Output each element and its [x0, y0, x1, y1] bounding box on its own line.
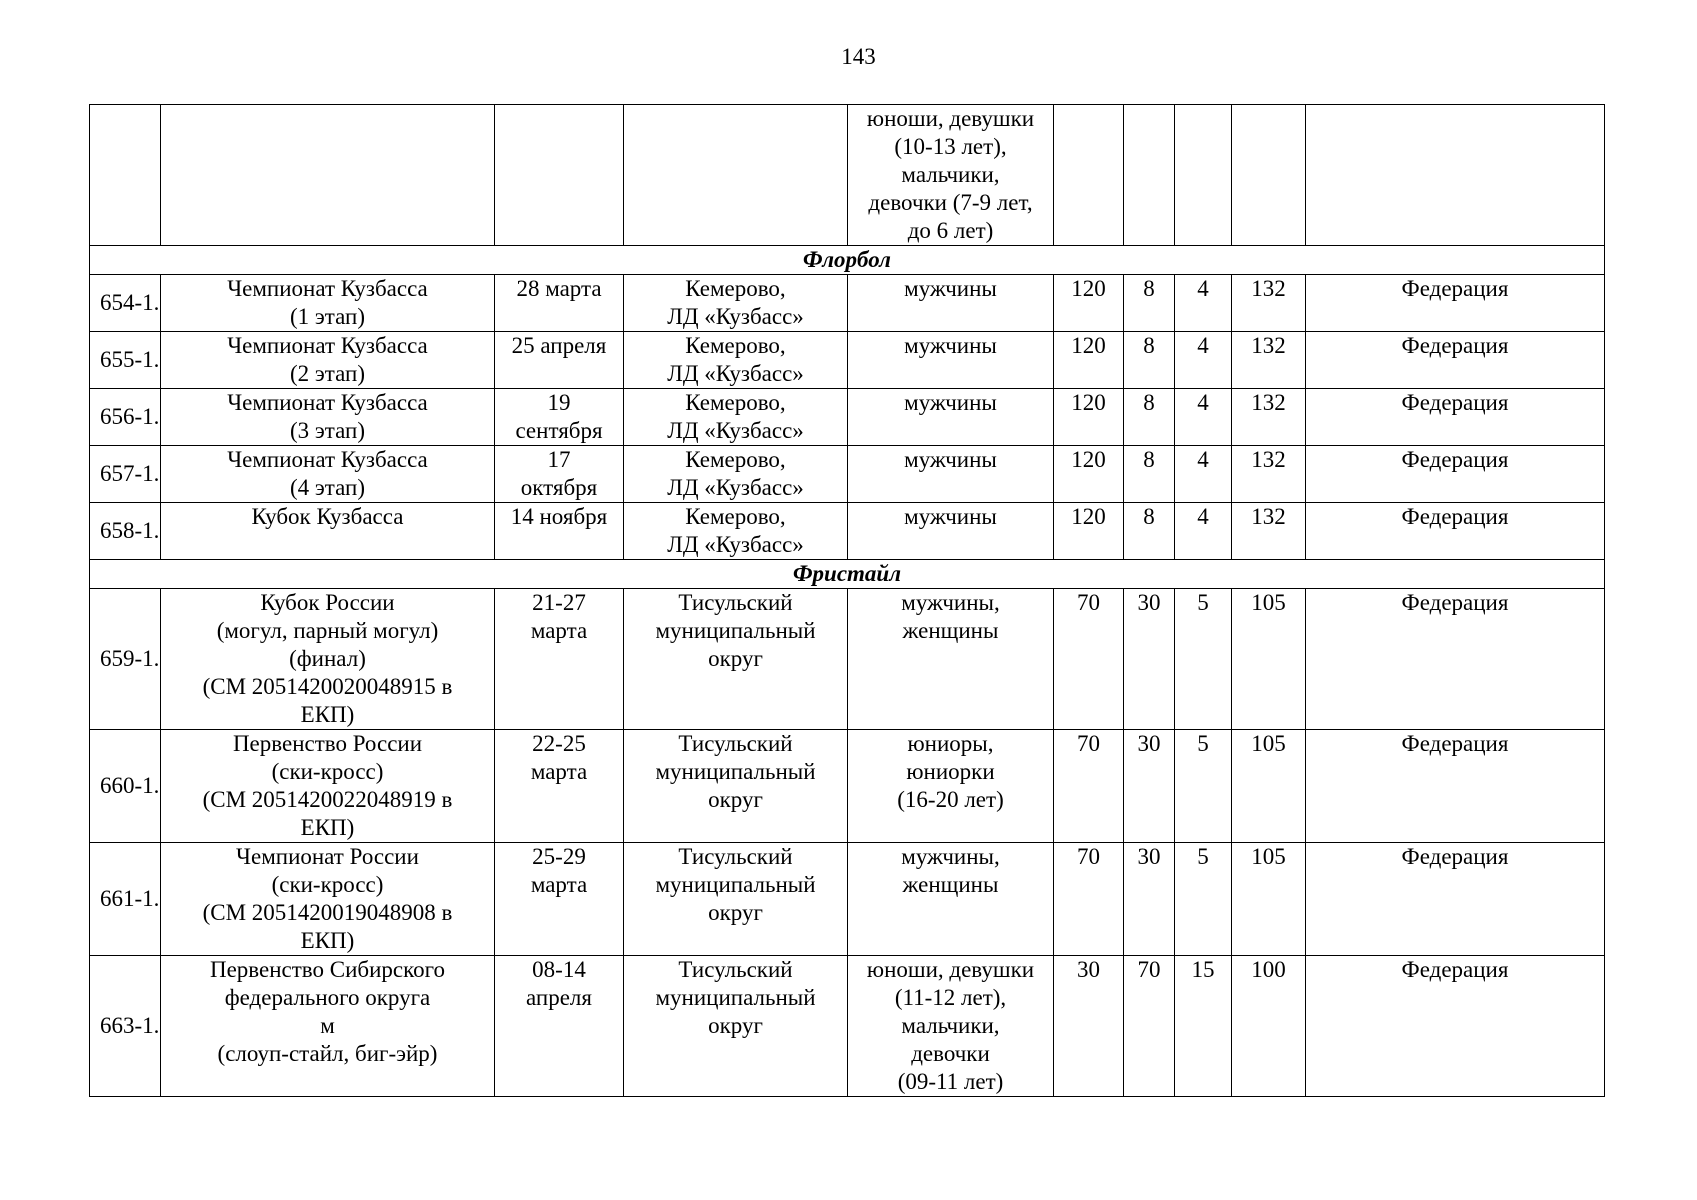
- cell-line: муниципальный: [655, 872, 816, 897]
- event-place-cell: [624, 332, 848, 389]
- cell-line: сентября: [515, 418, 603, 443]
- cell-line: Тисульский: [678, 844, 793, 869]
- event-date-cell: [495, 275, 624, 332]
- cell-line: ЛД «Кузбасс»: [667, 304, 804, 329]
- cell-line: Кемерово,: [685, 504, 786, 529]
- event-date-cell: [495, 446, 624, 503]
- cell-line: (16-20 лет): [897, 787, 1004, 812]
- table-row: [90, 105, 1605, 246]
- event-name-cell: [161, 446, 495, 503]
- table-row: [90, 956, 1605, 1097]
- cell-line: мужчины: [904, 447, 997, 472]
- cell-line: октября: [520, 475, 598, 500]
- cell-line: Чемпионат Кузбасса: [227, 333, 428, 358]
- row-number-cell: [90, 105, 161, 246]
- event-place-cell: [624, 730, 848, 843]
- participants-cell: [848, 389, 1054, 446]
- row-number-cell: 661-1.: [90, 843, 161, 956]
- cell-line: округ: [708, 900, 763, 925]
- count-3-cell: 5: [1175, 843, 1232, 956]
- cell-line: юниоры,: [907, 731, 994, 756]
- cell-line: муниципальный: [655, 618, 816, 643]
- table-row: [90, 730, 1605, 843]
- cell-line: Кемерово,: [685, 390, 786, 415]
- section-header-row: [90, 246, 1605, 275]
- cell-line: ЕКП): [300, 928, 355, 953]
- count-1-cell: [1054, 105, 1124, 246]
- event-date-cell: [495, 589, 624, 730]
- cell-line: женщины: [902, 618, 999, 643]
- count-3-cell: 4: [1175, 389, 1232, 446]
- cell-line: Кубок Кузбасса: [251, 504, 404, 529]
- cell-line: женщины: [902, 872, 999, 897]
- count-1-cell: 120: [1054, 332, 1124, 389]
- cell-line: (11-12 лет),: [894, 985, 1007, 1010]
- event-date-cell: [495, 389, 624, 446]
- participants-cell: [848, 503, 1054, 560]
- count-1-cell: 120: [1054, 446, 1124, 503]
- total-cell: 100: [1232, 956, 1306, 1097]
- organizer-cell: Федерация: [1306, 956, 1605, 1097]
- page-number: 143: [841, 44, 876, 69]
- row-number-cell: 657-1.: [90, 446, 161, 503]
- participants-cell: [848, 589, 1054, 730]
- cell-line: (финал): [289, 646, 366, 671]
- cell-line: (10-13 лет),: [894, 134, 1007, 159]
- cell-line: 25-29: [532, 844, 586, 869]
- row-number-cell: 658-1.: [90, 503, 161, 560]
- cell-line: Чемпионат Кузбасса: [227, 447, 428, 472]
- row-number-cell: 659-1.: [90, 589, 161, 730]
- count-3-cell: 4: [1175, 332, 1232, 389]
- cell-line: 08-14: [532, 957, 586, 982]
- cell-line: (ски-кросс): [271, 872, 384, 897]
- cell-line: округ: [708, 1013, 763, 1038]
- cell-line: округ: [708, 646, 763, 671]
- cell-line: марта: [530, 872, 588, 897]
- cell-line: мужчины: [904, 390, 997, 415]
- cell-line: муниципальный: [655, 759, 816, 784]
- participants-cell: [848, 275, 1054, 332]
- total-cell: 105: [1232, 730, 1306, 843]
- cell-line: мужчины: [904, 504, 997, 529]
- cell-line: марта: [530, 618, 588, 643]
- cell-line: Чемпионат России: [236, 844, 419, 869]
- cell-line: ЛД «Кузбасс»: [667, 475, 804, 500]
- table-row: [90, 389, 1605, 446]
- cell-line: мальчики,: [901, 162, 1000, 187]
- event-name-cell: [161, 389, 495, 446]
- total-cell: 132: [1232, 332, 1306, 389]
- count-1-cell: 30: [1054, 956, 1124, 1097]
- event-name-cell: [161, 730, 495, 843]
- count-3-cell: 4: [1175, 275, 1232, 332]
- total-cell: [1232, 105, 1306, 246]
- organizer-cell: [1306, 105, 1605, 246]
- cell-line: (3 этап): [290, 418, 365, 443]
- count-1-cell: 120: [1054, 389, 1124, 446]
- event-date-cell: [495, 730, 624, 843]
- total-cell: 132: [1232, 389, 1306, 446]
- cell-line: 25 апреля: [511, 333, 607, 358]
- cell-line: девочки: [911, 1041, 990, 1066]
- cell-line: мужчины: [904, 276, 997, 301]
- organizer-cell: Федерация: [1306, 332, 1605, 389]
- event-date-cell: [495, 956, 624, 1097]
- cell-line: (09-11 лет): [897, 1069, 1004, 1094]
- event-place-cell: [624, 105, 848, 246]
- event-place-cell: [624, 503, 848, 560]
- organizer-cell: Федерация: [1306, 730, 1605, 843]
- count-2-cell: 70: [1124, 956, 1175, 1097]
- cell-line: девочки (7-9 лет,: [868, 190, 1033, 215]
- count-2-cell: 30: [1124, 730, 1175, 843]
- event-date-cell: [495, 503, 624, 560]
- participants-cell: [848, 446, 1054, 503]
- cell-line: ЕКП): [300, 815, 355, 840]
- cell-line: Кемерово,: [685, 276, 786, 301]
- cell-line: (СМ 2051420020048915 в: [202, 674, 453, 699]
- count-2-cell: [1124, 105, 1175, 246]
- cell-line: округ: [708, 787, 763, 812]
- schedule-table-body: [90, 105, 1605, 1097]
- row-number-cell: 655-1.: [90, 332, 161, 389]
- cell-line: федерального округа: [224, 985, 431, 1010]
- cell-line: юноши, девушки: [866, 957, 1035, 982]
- count-2-cell: 8: [1124, 332, 1175, 389]
- participants-cell: [848, 956, 1054, 1097]
- count-2-cell: 30: [1124, 589, 1175, 730]
- total-cell: 132: [1232, 503, 1306, 560]
- total-cell: 105: [1232, 589, 1306, 730]
- event-place-cell: [624, 589, 848, 730]
- cell-line: мальчики,: [901, 1013, 1000, 1038]
- cell-line: (СМ 2051420022048919 в: [202, 787, 453, 812]
- cell-line: ЛД «Кузбасс»: [667, 532, 804, 557]
- cell-line: Тисульский: [678, 731, 793, 756]
- cell-line: 17: [547, 447, 571, 472]
- count-3-cell: 4: [1175, 446, 1232, 503]
- cell-line: 14 ноября: [510, 504, 608, 529]
- count-3-cell: 5: [1175, 589, 1232, 730]
- participants-cell: [848, 332, 1054, 389]
- event-name-cell: [161, 503, 495, 560]
- cell-line: (2 этап): [290, 361, 365, 386]
- event-name-cell: [161, 956, 495, 1097]
- participants-cell: [848, 843, 1054, 956]
- event-place-cell: [624, 446, 848, 503]
- cell-line: юноши, девушки: [866, 106, 1035, 131]
- cell-line: Тисульский: [678, 590, 793, 615]
- event-date-cell: [495, 332, 624, 389]
- participants-cell: [848, 105, 1054, 246]
- count-1-cell: 70: [1054, 589, 1124, 730]
- cell-line: Чемпионат Кузбасса: [227, 390, 428, 415]
- total-cell: 132: [1232, 446, 1306, 503]
- count-2-cell: 8: [1124, 275, 1175, 332]
- event-place-cell: [624, 843, 848, 956]
- count-3-cell: [1175, 105, 1232, 246]
- cell-line: (4 этап): [290, 475, 365, 500]
- schedule-table: [89, 104, 1605, 1097]
- row-number-cell: 656-1.: [90, 389, 161, 446]
- cell-line: м: [320, 1013, 335, 1038]
- section-header-row: [90, 560, 1605, 589]
- cell-line: апреля: [526, 985, 592, 1010]
- row-number-cell: 654-1.: [90, 275, 161, 332]
- cell-line: Кемерово,: [685, 447, 786, 472]
- event-place-cell: [624, 956, 848, 1097]
- event-place-cell: [624, 389, 848, 446]
- cell-line: ЕКП): [300, 702, 355, 727]
- table-row: [90, 843, 1605, 956]
- cell-line: Тисульский: [678, 957, 793, 982]
- total-cell: 105: [1232, 843, 1306, 956]
- cell-line: юниорки: [906, 759, 995, 784]
- event-name-cell: [161, 332, 495, 389]
- cell-line: Первенство России: [232, 731, 423, 756]
- organizer-cell: Федерация: [1306, 389, 1605, 446]
- cell-line: 28 марта: [516, 276, 602, 301]
- cell-line: 19: [547, 390, 571, 415]
- event-date-cell: [495, 843, 624, 956]
- cell-line: (слоуп-стайл, биг-эйр): [217, 1041, 438, 1066]
- cell-line: марта: [530, 759, 588, 784]
- cell-line: Чемпионат Кузбасса: [227, 276, 428, 301]
- participants-cell: [848, 730, 1054, 843]
- organizer-cell: Федерация: [1306, 275, 1605, 332]
- count-1-cell: 70: [1054, 843, 1124, 956]
- cell-line: мужчины,: [901, 590, 1000, 615]
- count-2-cell: 8: [1124, 389, 1175, 446]
- count-1-cell: 120: [1054, 275, 1124, 332]
- table-row: [90, 332, 1605, 389]
- organizer-cell: Федерация: [1306, 843, 1605, 956]
- section-title: Флорбол: [90, 246, 1605, 275]
- cell-line: ЛД «Кузбасс»: [667, 418, 804, 443]
- row-number-cell: 663-1.: [90, 956, 161, 1097]
- cell-line: мужчины: [904, 333, 997, 358]
- event-name-cell: [161, 105, 495, 246]
- event-place-cell: [624, 275, 848, 332]
- event-name-cell: [161, 275, 495, 332]
- table-row: [90, 503, 1605, 560]
- organizer-cell: Федерация: [1306, 589, 1605, 730]
- section-title: Фристайл: [90, 560, 1605, 589]
- cell-line: (могул, парный могул): [216, 618, 439, 643]
- count-2-cell: 8: [1124, 446, 1175, 503]
- count-1-cell: 70: [1054, 730, 1124, 843]
- row-number-cell: 660-1.: [90, 730, 161, 843]
- cell-line: (1 этап): [290, 304, 365, 329]
- event-name-cell: [161, 843, 495, 956]
- organizer-cell: Федерация: [1306, 446, 1605, 503]
- total-cell: 132: [1232, 275, 1306, 332]
- table-row: [90, 446, 1605, 503]
- cell-line: мужчины,: [901, 844, 1000, 869]
- cell-line: ЛД «Кузбасс»: [667, 361, 804, 386]
- cell-line: 21-27: [532, 590, 586, 615]
- cell-line: Кемерово,: [685, 333, 786, 358]
- count-3-cell: 15: [1175, 956, 1232, 1097]
- cell-line: Первенство Сибирского: [209, 957, 445, 982]
- count-1-cell: 120: [1054, 503, 1124, 560]
- count-3-cell: 5: [1175, 730, 1232, 843]
- count-2-cell: 30: [1124, 843, 1175, 956]
- cell-line: до 6 лет): [907, 218, 994, 243]
- table-row: [90, 589, 1605, 730]
- cell-line: муниципальный: [655, 985, 816, 1010]
- cell-line: (ски-кросс): [271, 759, 384, 784]
- table-row: [90, 275, 1605, 332]
- cell-line: 22-25: [532, 731, 586, 756]
- organizer-cell: Федерация: [1306, 503, 1605, 560]
- cell-line: Кубок России: [260, 590, 395, 615]
- event-name-cell: [161, 589, 495, 730]
- event-date-cell: [495, 105, 624, 246]
- cell-line: (СМ 2051420019048908 в: [202, 900, 453, 925]
- count-2-cell: 8: [1124, 503, 1175, 560]
- count-3-cell: 4: [1175, 503, 1232, 560]
